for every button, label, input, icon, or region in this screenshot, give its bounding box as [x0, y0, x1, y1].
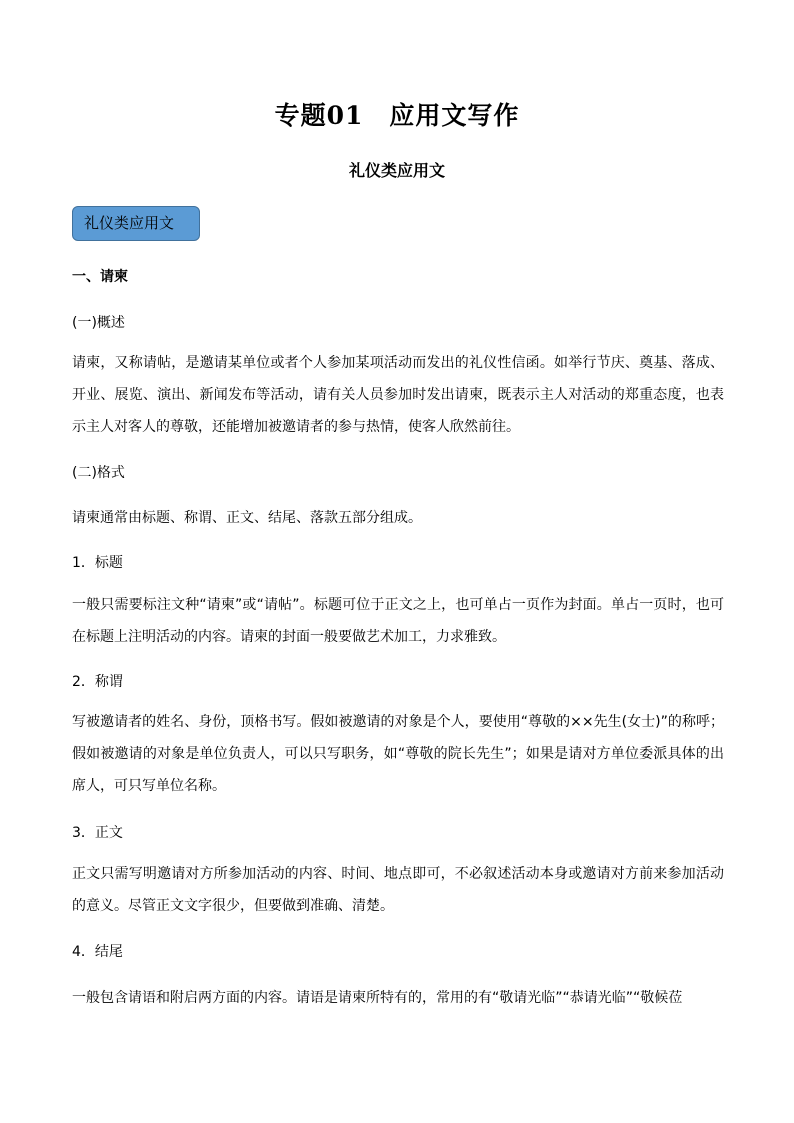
item-heading-title: 1．标题	[72, 555, 123, 571]
item-heading-body: 3．正文	[72, 825, 123, 841]
section-heading: 一、请柬	[72, 269, 128, 285]
subsection-heading-format: (二)格式	[72, 465, 125, 481]
section-badge: 礼仪类应用文	[72, 206, 200, 241]
item-paragraph-closing: 一般包含请语和附启两方面的内容。请语是请柬所特有的，常用的有“敬请光临”“恭请光临”“敬候莅	[72, 990, 683, 1006]
subsection-heading-overview: (一)概述	[72, 315, 125, 331]
overview-paragraph: 请柬，又称请帖，是邀请某单位或者个人参加某项活动而发出的礼仪性信函。如举行节庆、奠基、落成、开业、展览、演出、新闻发布等活动，请有关人员参加时发出请柬，既表示主人对活动的郑重态度，也表示主人对客人的尊敬，还能增加被邀请者的参与热情，使客人欣然前往。	[72, 355, 724, 435]
format-intro-paragraph: 请柬通常由标题、称谓、正文、结尾、落款五部分组成。	[72, 510, 422, 526]
page-subtitle: 礼仪类应用文	[348, 161, 445, 180]
item-paragraph-title: 一般只需要标注文种“请柬”或“请帖”。标题可位于正文之上，也可单占一页作为封面。单占一页时，也可在标题上注明活动的内容。请柬的封面一般要做艺术加工，力求雅致。	[72, 597, 724, 645]
item-paragraph-salutation: 写被邀请者的姓名、身份，顶格书写。假如被邀请的对象是个人，要使用“尊敬的××先生(女士)”的称呼；假如被邀请的对象是单位负责人，可以只写职务，如“尊敬的院长先生”；如果是请对方单位委派具体的出席人，可只写单位名称。	[72, 714, 724, 794]
item-heading-closing: 4．结尾	[72, 944, 123, 960]
item-heading-salutation: 2．称谓	[72, 674, 123, 690]
page-title: 专题01 应用文写作	[274, 101, 520, 130]
item-paragraph-body: 正文只需写明邀请对方所参加活动的内容、时间、地点即可，不必叙述活动本身或邀请对方前来参加活动的意义。尽管正文文字很少，但要做到准确、清楚。	[72, 866, 724, 914]
